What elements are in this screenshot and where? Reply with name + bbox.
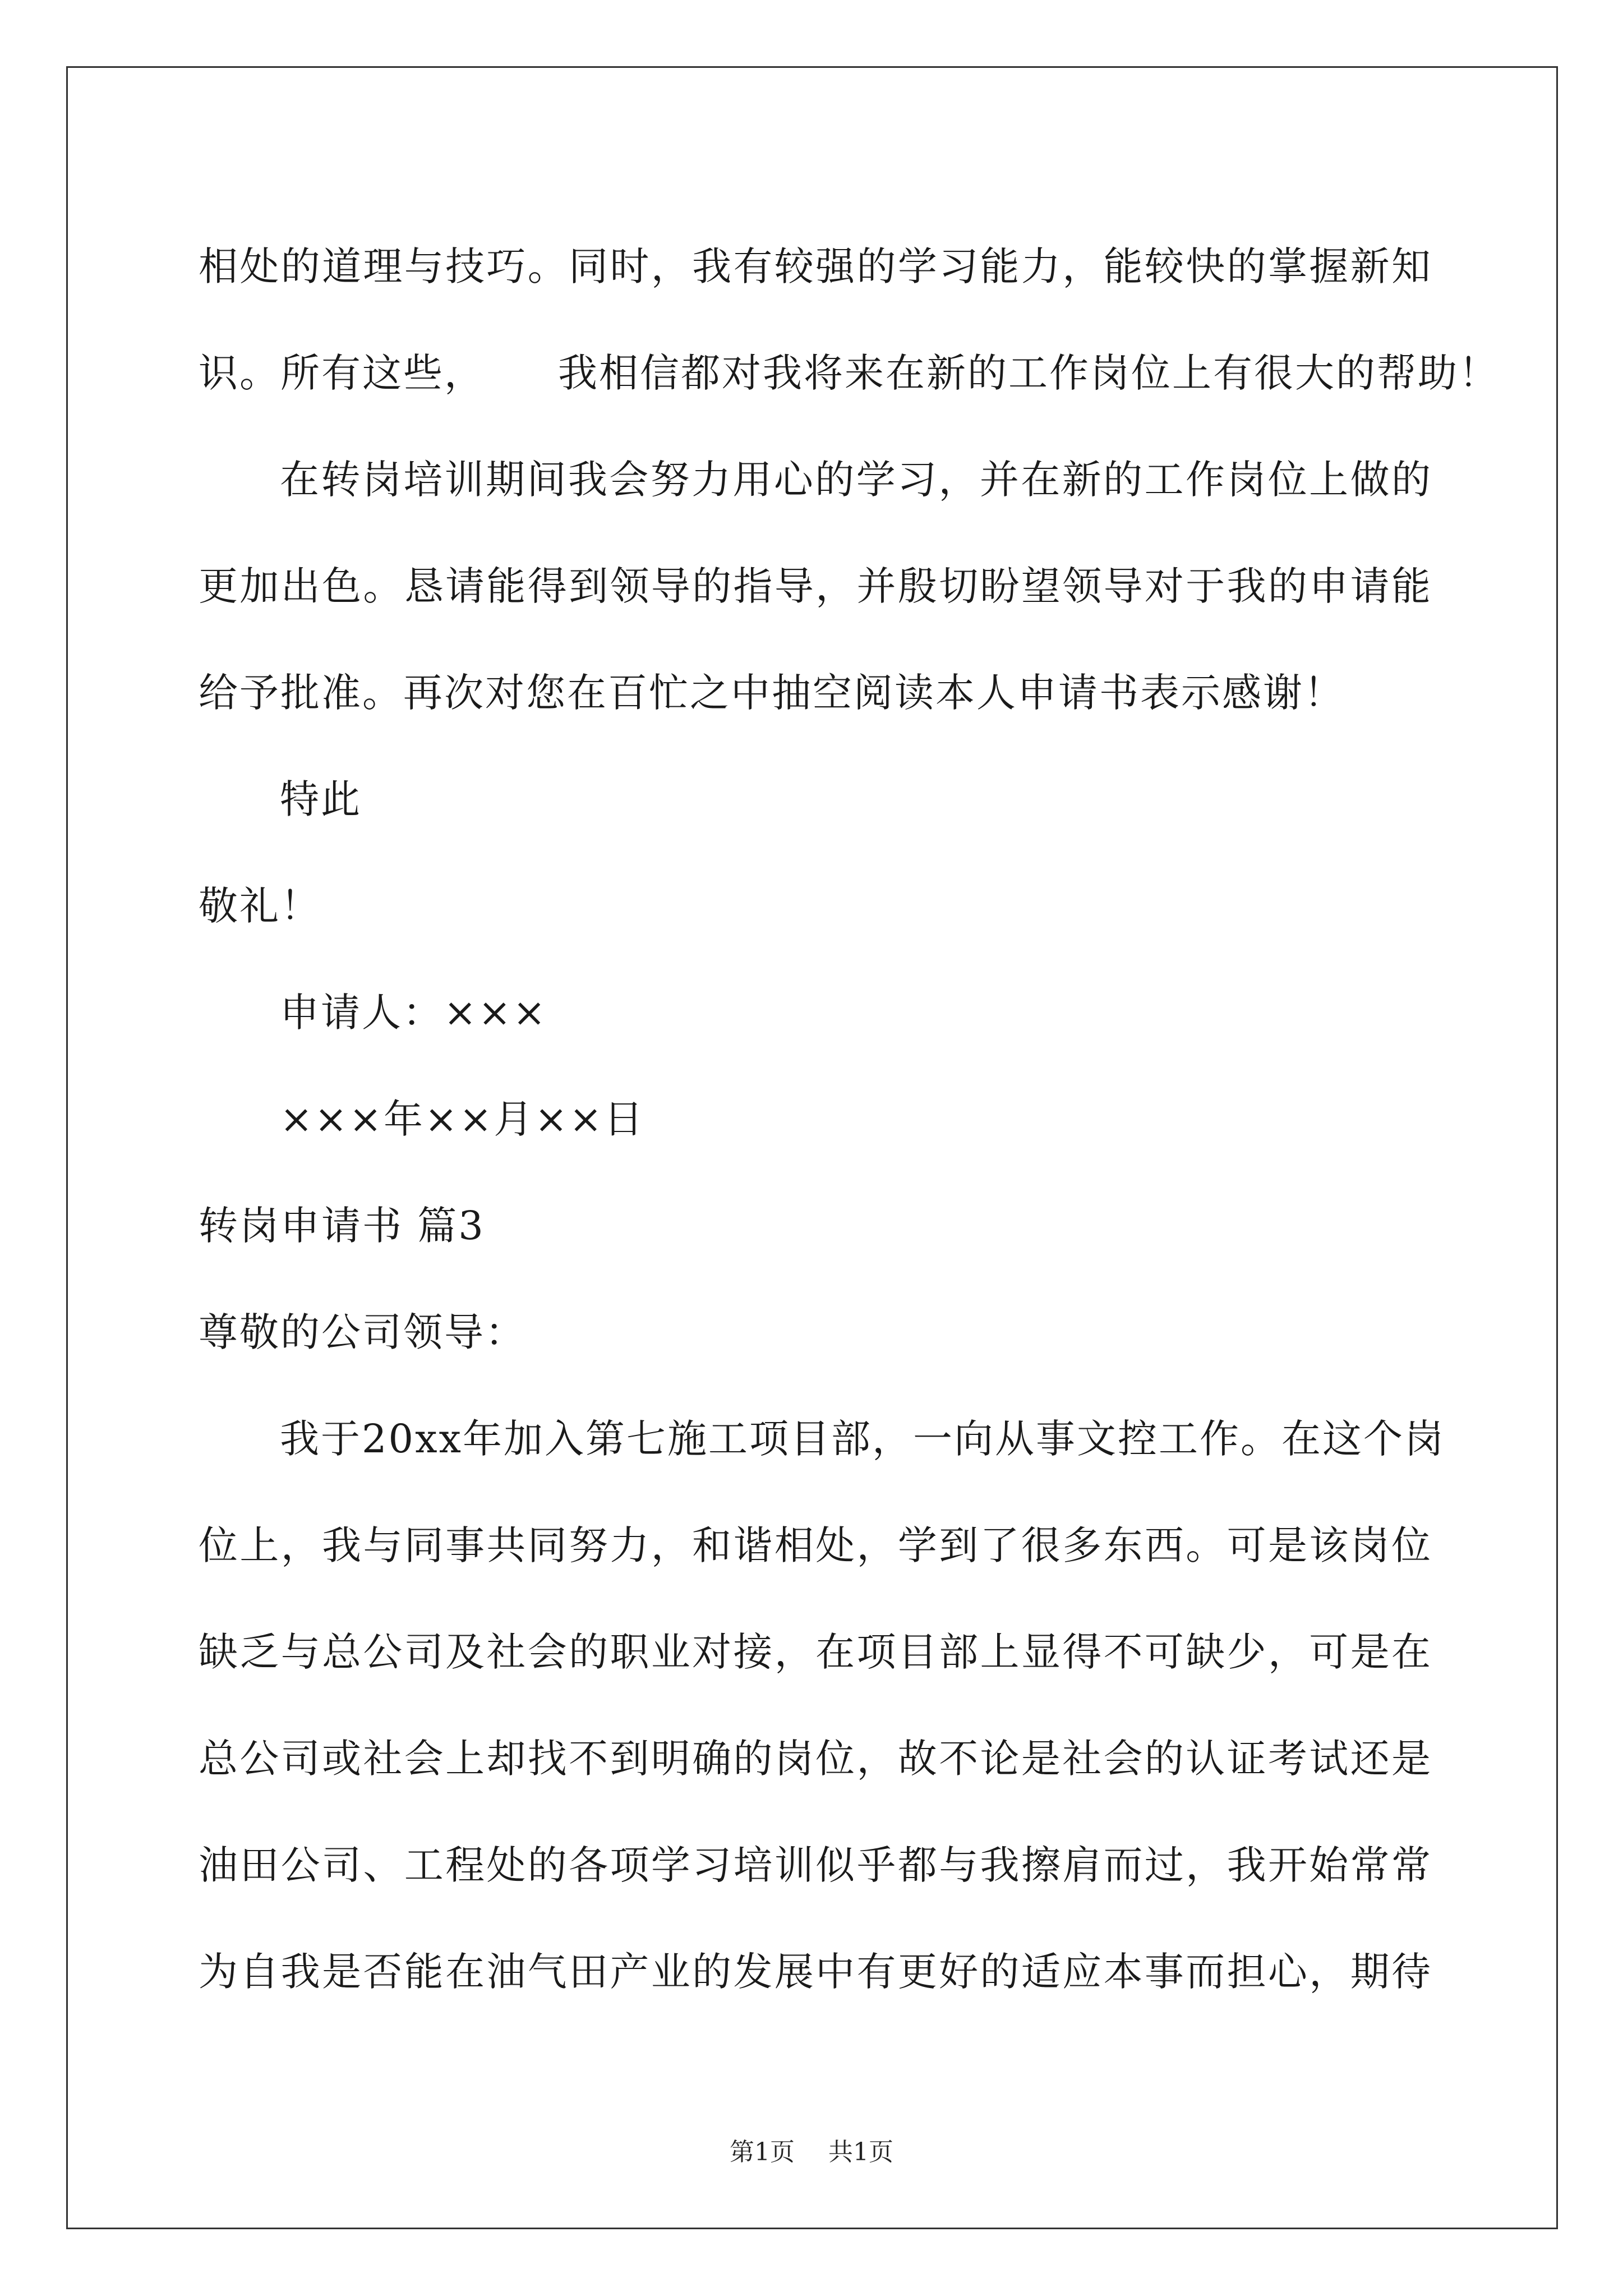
applicant-signature: 申请人：××× bbox=[280, 990, 547, 1036]
section-heading: 转岗申请书 篇3 bbox=[199, 1203, 485, 1249]
paragraph-line-part: 我相信都对我将来在新的工作岗位上有很大的帮助！ bbox=[558, 350, 1500, 396]
paragraph-line-part: 识。所有这些， bbox=[199, 350, 485, 396]
signature-date: ×××年××月××日 bbox=[280, 1096, 645, 1142]
page-number-current: 第1页 bbox=[730, 2138, 795, 2166]
paragraph-line: 在转岗培训期间我会努力用心的学习，并在新的工作岗位上做的 bbox=[280, 457, 1432, 503]
salutation: 敬礼！ bbox=[199, 883, 321, 929]
paragraph-line: 位上，我与同事共同努力，和谐相处，学到了很多东西。可是该岗位 bbox=[199, 1522, 1432, 1568]
page-footer bbox=[0, 2132, 1623, 2168]
closing-phrase: 特此 bbox=[280, 776, 362, 822]
paragraph-line: 总公司或社会上却找不到明确的岗位，故不论是社会的认证考试还是 bbox=[199, 1736, 1432, 1782]
paragraph-line: 为自我是否能在油气田产业的发展中有更好的适应本事而担心，期待 bbox=[199, 1949, 1432, 1995]
paragraph-line: 给予批准。再次对您在百忙之中抽空阅读本人申请书表示感谢！ bbox=[199, 670, 1345, 716]
paragraph-line: 油田公司、工程处的各项学习培训似乎都与我擦肩而过，我开始常常 bbox=[199, 1842, 1432, 1888]
document-body bbox=[199, 213, 1500, 2025]
paragraph-line: 缺乏与总公司及社会的职业对接，在项目部上显得不可缺少，可是在 bbox=[199, 1629, 1432, 1675]
paragraph-line bbox=[199, 320, 1500, 426]
paragraph-line: 我于20xx年加入第七施工项目部，一向从事文控工作。在这个岗 bbox=[280, 1416, 1446, 1462]
greeting: 尊敬的公司领导： bbox=[199, 1309, 526, 1355]
paragraph-line: 相处的道理与技巧。同时，我有较强的学习能力，能较快的掌握新知 bbox=[199, 243, 1432, 289]
paragraph-line: 更加出色。恳请能得到领导的指导，并殷切盼望领导对于我的申请能 bbox=[199, 563, 1432, 609]
page-number-total: 共1页 bbox=[828, 2138, 893, 2166]
